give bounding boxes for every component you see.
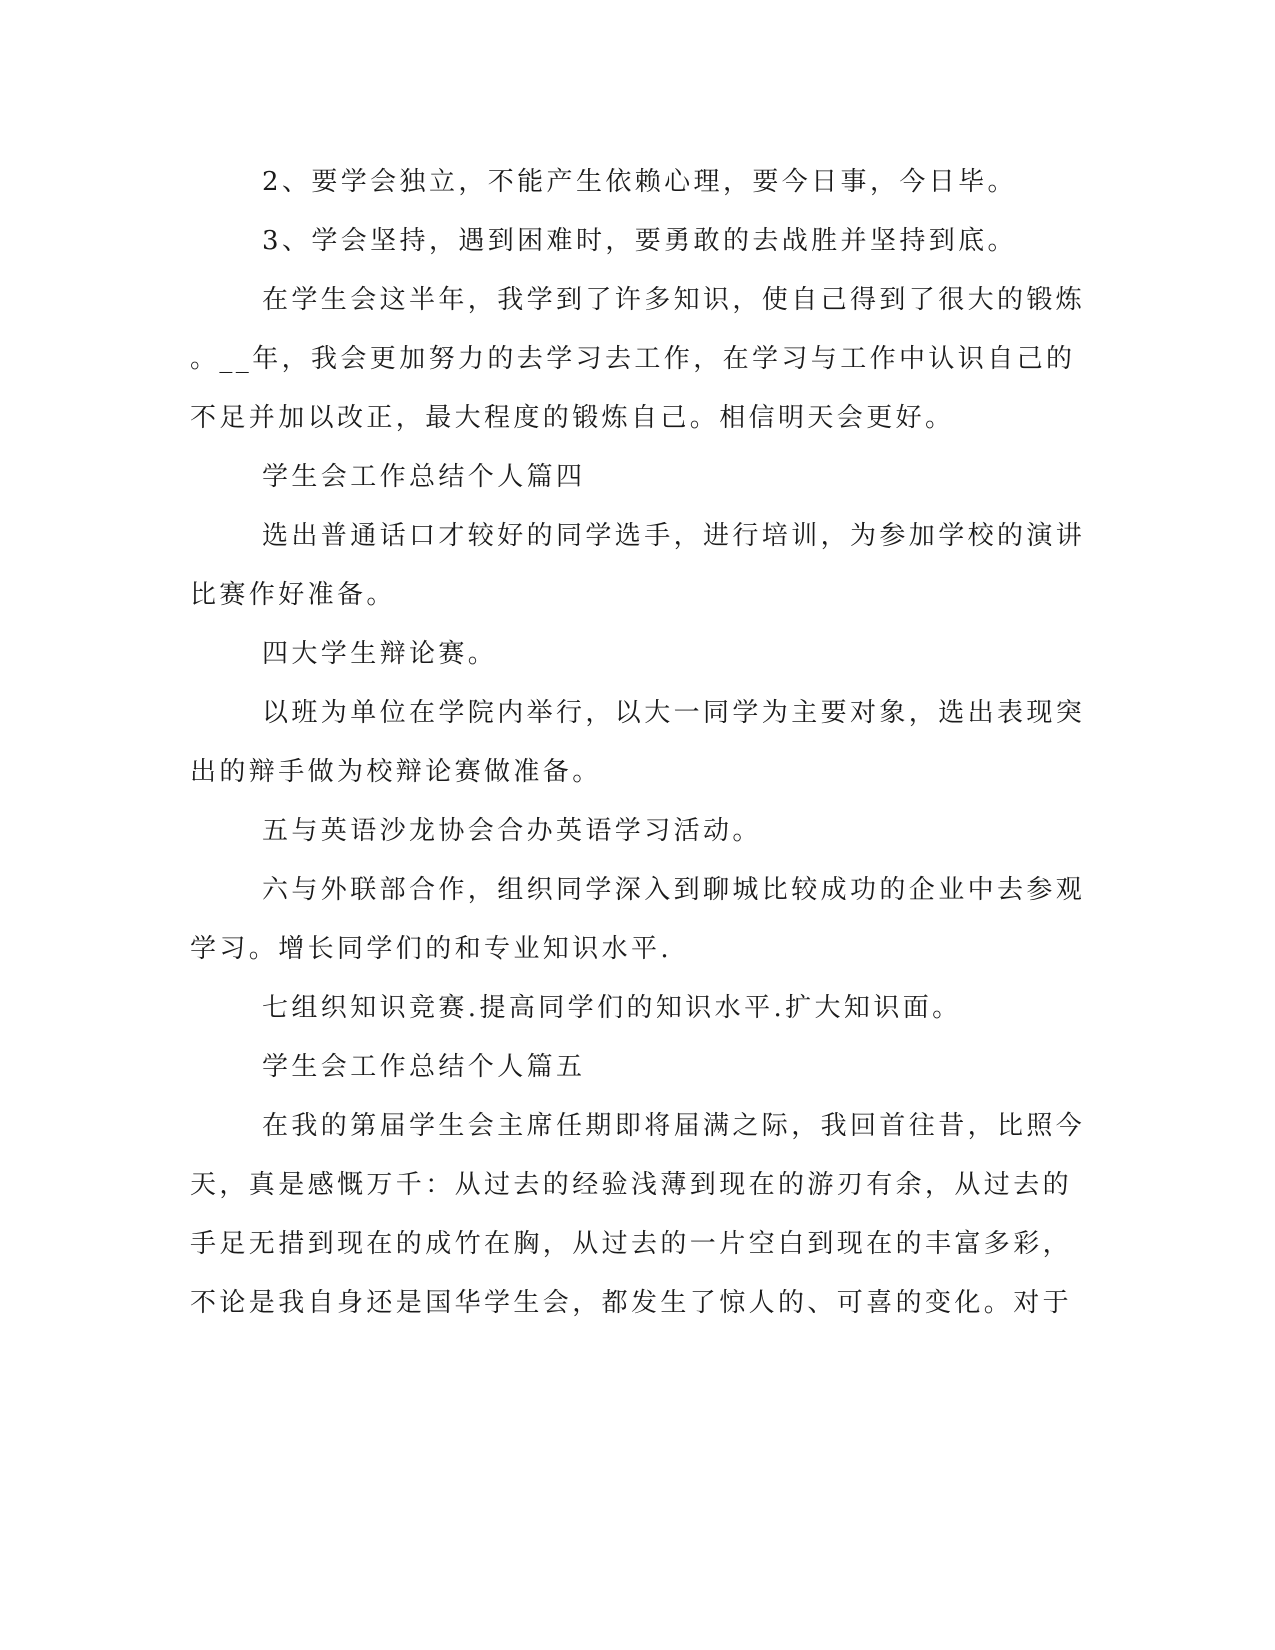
text-line: 学习。增长同学们的和专业知识水平. bbox=[190, 934, 673, 964]
text-line: 七组织知识竞赛.提高同学们的知识水平.扩大知识面。 bbox=[262, 993, 962, 1023]
text-line: 以班为单位在学院内举行，以大一同学为主要对象，选出表现突 bbox=[262, 698, 1086, 728]
text-line: 不足并加以改正，最大程度的锻炼自己。相信明天会更好。 bbox=[190, 403, 955, 433]
text-line: 在我的第届学生会主席任期即将届满之际，我回首往昔，比照今 bbox=[262, 1111, 1086, 1141]
text-line: 2、要学会独立，不能产生依赖心理，要今日事，今日毕。 bbox=[262, 167, 1017, 197]
section-heading: 学生会工作总结个人篇四 bbox=[262, 462, 586, 492]
text-line: 选出普通话口才较好的同学选手，进行培训，为参加学校的演讲 bbox=[262, 521, 1086, 551]
text-line: 五与英语沙龙协会合办英语学习活动。 bbox=[262, 816, 762, 846]
text-line: 四大学生辩论赛。 bbox=[262, 639, 498, 669]
text-line: 六与外联部合作，组织同学深入到聊城比较成功的企业中去参观 bbox=[262, 875, 1086, 905]
text-line: 。__年，我会更加努力的去学习去工作，在学习与工作中认识自己的 bbox=[190, 344, 1076, 374]
text-line: 天，真是感慨万千：从过去的经验浅薄到现在的游刃有余，从过去的 bbox=[190, 1170, 1073, 1200]
text-line: 不论是我自身还是国华学生会，都发生了惊人的、可喜的变化。对于 bbox=[190, 1288, 1073, 1318]
text-line: 比赛作好准备。 bbox=[190, 580, 396, 610]
text-line: 3、学会坚持，遇到困难时，要勇敢的去战胜并坚持到底。 bbox=[262, 226, 1017, 256]
text-line: 在学生会这半年，我学到了许多知识，使自己得到了很大的锻炼 bbox=[262, 285, 1086, 315]
text-line: 出的辩手做为校辩论赛做准备。 bbox=[190, 757, 602, 787]
section-heading: 学生会工作总结个人篇五 bbox=[262, 1052, 586, 1082]
text-line: 手足无措到现在的成竹在胸，从过去的一片空白到现在的丰富多彩， bbox=[190, 1229, 1073, 1259]
